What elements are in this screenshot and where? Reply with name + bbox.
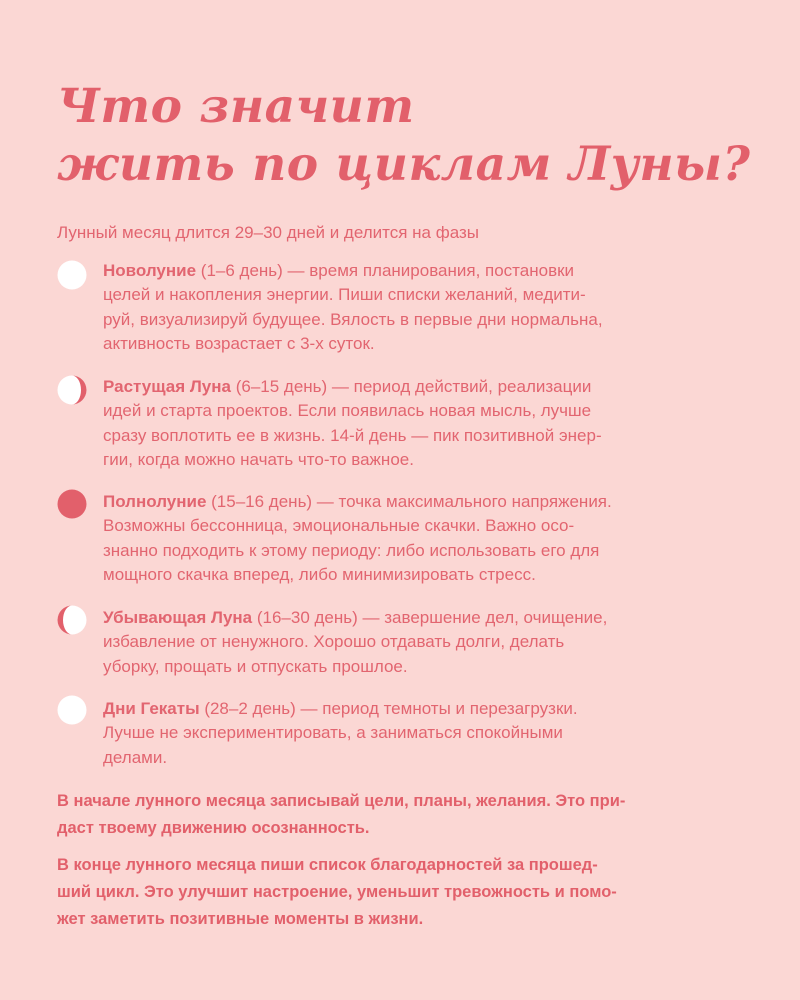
phase-line: уборку, прощать и отпускать прошлое. xyxy=(103,656,408,676)
note-line: В начале лунного месяца записывай цели, планы, желания. Это при- xyxy=(57,792,626,810)
new-moon-icon xyxy=(57,260,87,290)
phase-description xyxy=(103,606,703,679)
phase-description xyxy=(103,490,703,587)
phase-name: Дни Гекаты xyxy=(103,699,200,718)
phase-line: Лучше не экспериментировать, а заниматься спокойными xyxy=(103,723,563,743)
phase-line: гии, когда можно начать что-то важное. xyxy=(103,449,414,469)
note-line: даст твоему движению осознанность. xyxy=(57,819,370,837)
phase-line: (15–16 день) — точка максимального напряжения. xyxy=(206,492,612,511)
phase-name: Убывающая Луна xyxy=(103,608,253,627)
phase-line: (16–30 день) — завершение дел, очищение, xyxy=(252,608,608,627)
phase-line: руй, визуализируй будущее. Вялость в первые дни нормальна, xyxy=(103,309,603,329)
phase-line: мощного скачка вперед, либо минимизировать стресс. xyxy=(103,564,536,584)
phase-name: Полнолуние xyxy=(103,492,207,511)
note-end-of-month xyxy=(57,852,747,933)
phase-line: (6–15 день) — период действий, реализации xyxy=(230,377,592,396)
phase-line: сразу воплотить ее в жизнь. 14-й день — пик позитивной энер- xyxy=(103,425,602,445)
hecate-moon-icon xyxy=(57,695,87,725)
note-start-of-month xyxy=(57,788,747,842)
note-line: ший цикл. Это улучшит настроение, уменьшит тревожность и помо- xyxy=(57,883,617,901)
phase-line: (1–6 день) — время планирования, постановки xyxy=(196,261,575,280)
phase-line: целей и накопления энергии. Пиши списки желаний, медити- xyxy=(103,285,586,305)
phase-line: Возможны бессонница, эмоциональные скачки. Важно осо- xyxy=(103,516,575,536)
phase-line: (28–2 день) — период темноты и перезагрузки. xyxy=(199,699,578,718)
title-line-1: Что значит xyxy=(57,79,415,134)
phase-line: делами. xyxy=(103,747,168,767)
page-title xyxy=(57,78,750,194)
phase-name: Растущая Луна xyxy=(103,377,231,396)
phase-line: избавление от ненужного. Хорошо отдавать долги, делать xyxy=(103,632,565,652)
phase-name: Новолуние xyxy=(103,261,197,280)
phase-line: активность возрастает с 3-х суток. xyxy=(103,333,375,353)
waning-moon-icon xyxy=(57,605,87,635)
note-line: В конце лунного месяца пиши список благодарностей за прошед- xyxy=(57,856,598,874)
intro-text: Лунный месяц длится 29–30 дней и делится на фазы xyxy=(57,223,480,242)
phase-description xyxy=(103,259,703,356)
waxing-moon-icon xyxy=(57,375,87,405)
title-line-2: жить по циклам Луны? xyxy=(57,137,751,192)
phase-line: знанно подходить к этому периоду: либо использовать его для xyxy=(103,540,600,560)
phase-description xyxy=(103,375,703,472)
full-moon-icon xyxy=(57,489,87,519)
phase-description xyxy=(103,697,703,770)
note-line: жет заметить позитивные моменты в жизни. xyxy=(57,910,424,928)
phase-line: идей и старта проектов. Если появилась новая мысль, лучше xyxy=(103,401,592,421)
